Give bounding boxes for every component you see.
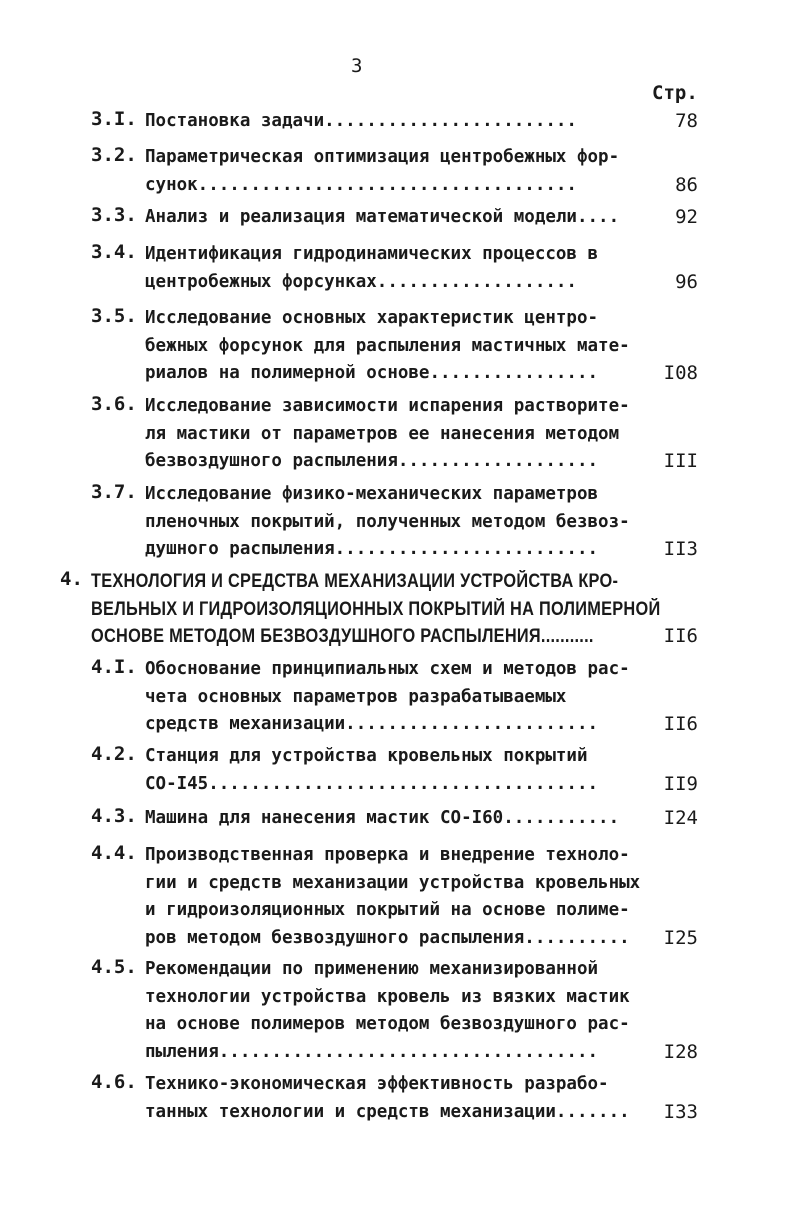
entry-number: 4.3. xyxy=(91,805,137,827)
entry-text-line: Анализ и реализация математической модели.... xyxy=(145,207,620,227)
entry-text-line: ля мастики от параметров ее нанесения методом xyxy=(145,423,620,444)
page-number: 3 xyxy=(351,55,363,77)
entry-page: I08 xyxy=(663,362,698,384)
entry-text-line: пленочных покрытий, полученных методом безвоз- xyxy=(145,511,630,532)
entry-page: I24 xyxy=(663,807,698,829)
entry-text-line: Производственная проверка и внедрение техноло- xyxy=(145,845,630,865)
entry-text-line: сунок.................................... xyxy=(145,174,577,195)
entry-number: 4.2. xyxy=(91,743,137,765)
entry-number: 3.3. xyxy=(91,204,137,226)
entry-number: 3.5. xyxy=(91,305,137,327)
entry-number: 3.4. xyxy=(91,241,137,263)
entry-number: 4. xyxy=(60,568,83,590)
entry-text-line: бежных форсунок для распыления мастичных мате- xyxy=(145,335,630,356)
entry-page: 96 xyxy=(675,270,698,293)
entry-page: I33 xyxy=(663,1100,698,1123)
entry-page: II6 xyxy=(663,625,698,647)
entry-page: I25 xyxy=(663,926,698,949)
entry-text-line: Обоснование принципиальных схем и методов рас- xyxy=(145,659,630,679)
entry-number: 3.6. xyxy=(91,393,137,415)
entry-number: 3.7. xyxy=(91,481,137,503)
entry-page: II3 xyxy=(663,538,698,560)
entry-page: 86 xyxy=(675,173,698,196)
entry-text-line: на основе полимеров методом безвоздушного рас- xyxy=(145,1014,630,1034)
entry-text-line: Машина для нанесения мастик СО-I60........... xyxy=(145,808,620,828)
entry-text-line: ТЕХНОЛОГИЯ И СРЕДСТВА МЕХАНИЗАЦИИ УСТРОЙСТВА КРО- xyxy=(91,571,619,592)
entry-text-line: пыления.................................... xyxy=(145,1041,599,1062)
entry-text-line: ров методом безвоздушного распыления.......... xyxy=(145,927,630,948)
entry-text-line: Исследование физико-механических параметров xyxy=(145,484,599,504)
entry-text-line: Идентификация гидродинамических процессов в xyxy=(145,244,599,264)
entry-text-line: риалов на полимерной основе................ xyxy=(145,363,599,383)
entry-page: 78 xyxy=(675,110,698,132)
entry-number: 4.6. xyxy=(91,1071,137,1093)
entry-text-line: Станция для устройства кровельных покрытий xyxy=(145,746,588,766)
entry-number: 3.2. xyxy=(91,144,137,166)
entry-page: 92 xyxy=(675,206,698,228)
entry-page: I28 xyxy=(663,1040,698,1063)
entry-text-line: гии и средств механизации устройства кровельных xyxy=(145,872,641,893)
entry-text-line: Параметрическая оптимизация центробежных фор- xyxy=(145,147,620,167)
entry-text-line: Рекомендации по применению механизированной xyxy=(145,959,599,979)
entry-text-line: Исследование зависимости испарения растворите- xyxy=(145,396,630,416)
entry-number: 4.5. xyxy=(91,956,137,978)
entry-text-line: ВЕЛЬНЫХ И ГИДРОИЗОЛЯЦИОННЫХ ПОКРЫТИЙ НА ПОЛИМЕРНОЙ xyxy=(91,598,661,620)
entry-text-line: Технико-экономическая эффективность разрабо- xyxy=(145,1074,609,1094)
entry-text-line: средств механизации........................ xyxy=(145,714,599,734)
entry-text-line: безвоздушного распыления................... xyxy=(145,451,599,471)
entry-text-line: чета основных параметров разрабатываемых xyxy=(145,686,567,707)
entry-page: II9 xyxy=(663,772,698,795)
page-column-header: Стр. xyxy=(652,82,698,104)
entry-number: 4.I. xyxy=(91,656,137,678)
entry-text-line: СО-I45..................................... xyxy=(145,773,599,794)
entry-number: 3.I. xyxy=(91,108,137,130)
entry-text-line: центробежных форсунках................... xyxy=(145,271,577,292)
entry-text-line: технологии устройства кровель из вязких мастик xyxy=(145,986,630,1007)
entry-page: II6 xyxy=(663,713,698,735)
entry-page: III xyxy=(663,450,698,472)
entry-text-line: танных технологии и средств механизации....... xyxy=(145,1101,630,1122)
entry-text-line: Постановка задачи........................ xyxy=(145,111,577,131)
entry-text-line: ОСНОВЕ МЕТОДОМ БЕЗВОЗДУШНОГО РАСПЫЛЕНИЯ........... xyxy=(91,626,594,647)
entry-text-line: и гидроизоляционных покрытий на основе полиме- xyxy=(145,900,630,920)
entry-number: 4.4. xyxy=(91,842,137,864)
entry-text-line: Исследование основных характеристик центро- xyxy=(145,308,599,328)
entry-text-line: душного распыления......................... xyxy=(145,539,599,559)
